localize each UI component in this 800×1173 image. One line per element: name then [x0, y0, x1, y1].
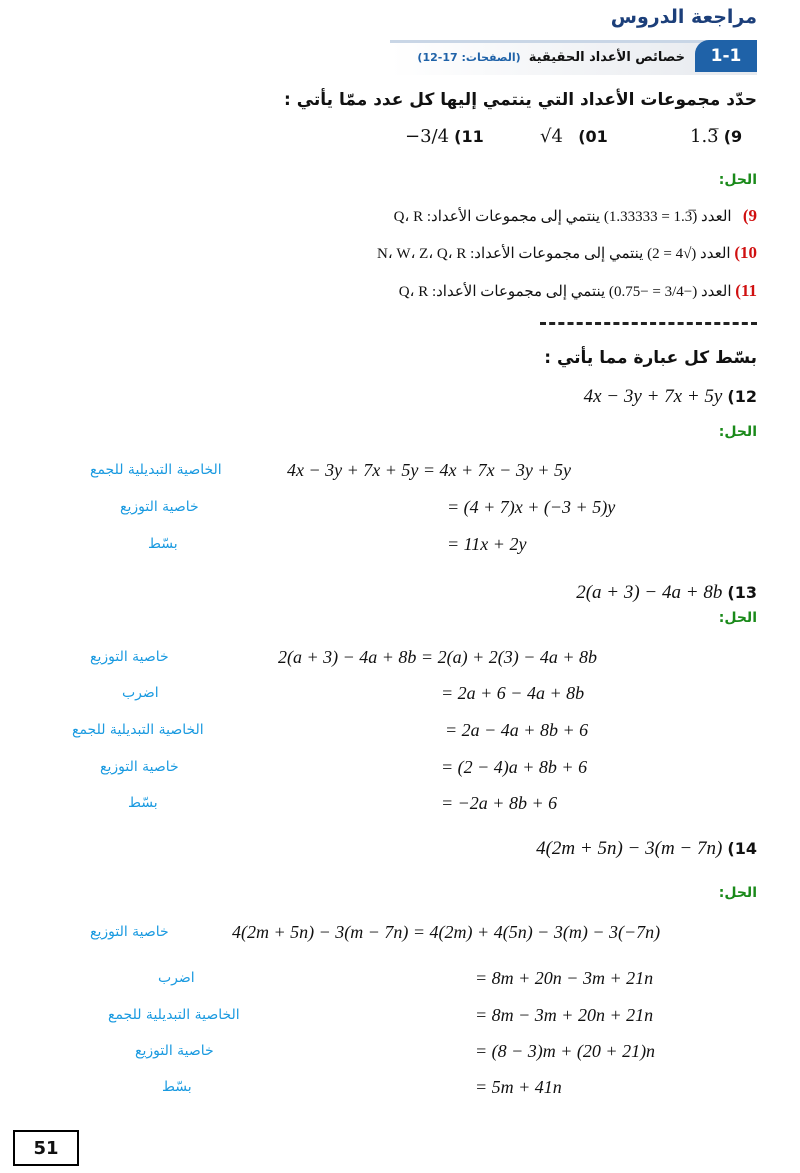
p14-step-2: = 8m + 20n − 3m + 21n [475, 968, 654, 988]
divider [540, 322, 757, 325]
p12-reason-3: بسّط [148, 536, 178, 552]
p14-reason-2: اضرب [158, 970, 195, 986]
problem-13: 2(a + 3) − 4a + 8b (13 [576, 582, 757, 603]
p13-step-2: = 2a + 6 − 4a + 8b [441, 683, 585, 703]
problem-12: 4x − 3y + 7x + 5y (12 [583, 386, 757, 407]
problem-14: 4(2m + 5n) − 3(m − 7n) (14 [536, 838, 757, 859]
p13-reason-3: الخاصية التبديلية للجمع [72, 722, 204, 738]
p14-step-4: = (8 − 3)m + (20 + 21)n [475, 1041, 656, 1061]
p13-reason-5: بسّط [128, 795, 158, 811]
p14-step-1: 4(2m + 5n) − 3(m − 7n) = 4(2m) + 4(5n) − 3(m) − 3(−7n) [232, 922, 661, 942]
p12-step-3: = 11x + 2y [447, 534, 527, 554]
lesson-pages: (الصفحات: 17-12) [417, 51, 521, 64]
solution-label: الحل: [718, 424, 757, 440]
p13-reason-1: خاصية التوزيع [90, 649, 169, 665]
lesson-banner [390, 40, 757, 75]
q2-prompt: بسّط كل عبارة مما يأتي : [544, 348, 757, 368]
p13-step-3: = 2a − 4a + 8b + 6 [445, 720, 589, 740]
p13-step-4: = (2 − 4)a + 8b + 6 [441, 757, 588, 777]
solution-label: الحل: [718, 172, 757, 188]
page-number: 51 [13, 1130, 79, 1166]
p14-reason-3: الخاصية التبديلية للجمع [108, 1007, 240, 1023]
p14-reason-5: بسّط [162, 1079, 192, 1095]
solution-label: الحل: [718, 610, 757, 626]
answer-9: 9) العدد (1.3̅ = 1.33333) ينتمي إلى مجموعات الأعداد: Q، R [393, 206, 757, 225]
p14-step-5: = 5m + 41n [475, 1077, 562, 1097]
p14-reason-4: خاصية التوزيع [135, 1043, 214, 1059]
p13-reason-2: اضرب [122, 685, 159, 701]
p13-step-1: 2(a + 3) − 4a + 8b = 2(a) + 2(3) − 4a + 8b [278, 647, 597, 667]
section-title: مراجعة الدروس [610, 6, 757, 28]
p13-reason-4: خاصية التوزيع [100, 759, 179, 775]
item-10: √4 10) [540, 126, 608, 147]
p12-step-2: = (4 + 7)x + (−3 + 5)y [447, 497, 616, 517]
lesson-title: خصائص الأعداد الحقيقية [528, 50, 685, 65]
q1-prompt: حدّد مجموعات الأعداد التي ينتمي إليها كل عدد ممّا يأتي : [284, 90, 757, 110]
p14-step-3: = 8m − 3m + 20n + 21n [475, 1005, 654, 1025]
p12-reason-2: خاصية التوزيع [120, 499, 199, 515]
lesson-number: 1-1 [695, 40, 757, 72]
item-9: 1.3̅ 9) [690, 126, 743, 147]
solution-label: الحل: [718, 885, 757, 901]
item-11: −3/4 11) [405, 126, 484, 147]
answer-11: 11) العدد (−3/4 = −0.75) ينتمي إلى مجموعات الأعداد: Q، R [398, 281, 757, 300]
answer-10: 10) العدد (√4 = 2) ينتمي إلى مجموعات الأعداد: N، W، Z، Q، R [377, 243, 757, 262]
p14-reason-1: خاصية التوزيع [90, 924, 169, 940]
p13-step-5: = −2a + 8b + 6 [441, 793, 558, 813]
p12-step-1: 4x − 3y + 7x + 5y = 4x + 7x − 3y + 5y [287, 460, 571, 480]
p12-reason-1: الخاصية التبديلية للجمع [90, 462, 222, 478]
